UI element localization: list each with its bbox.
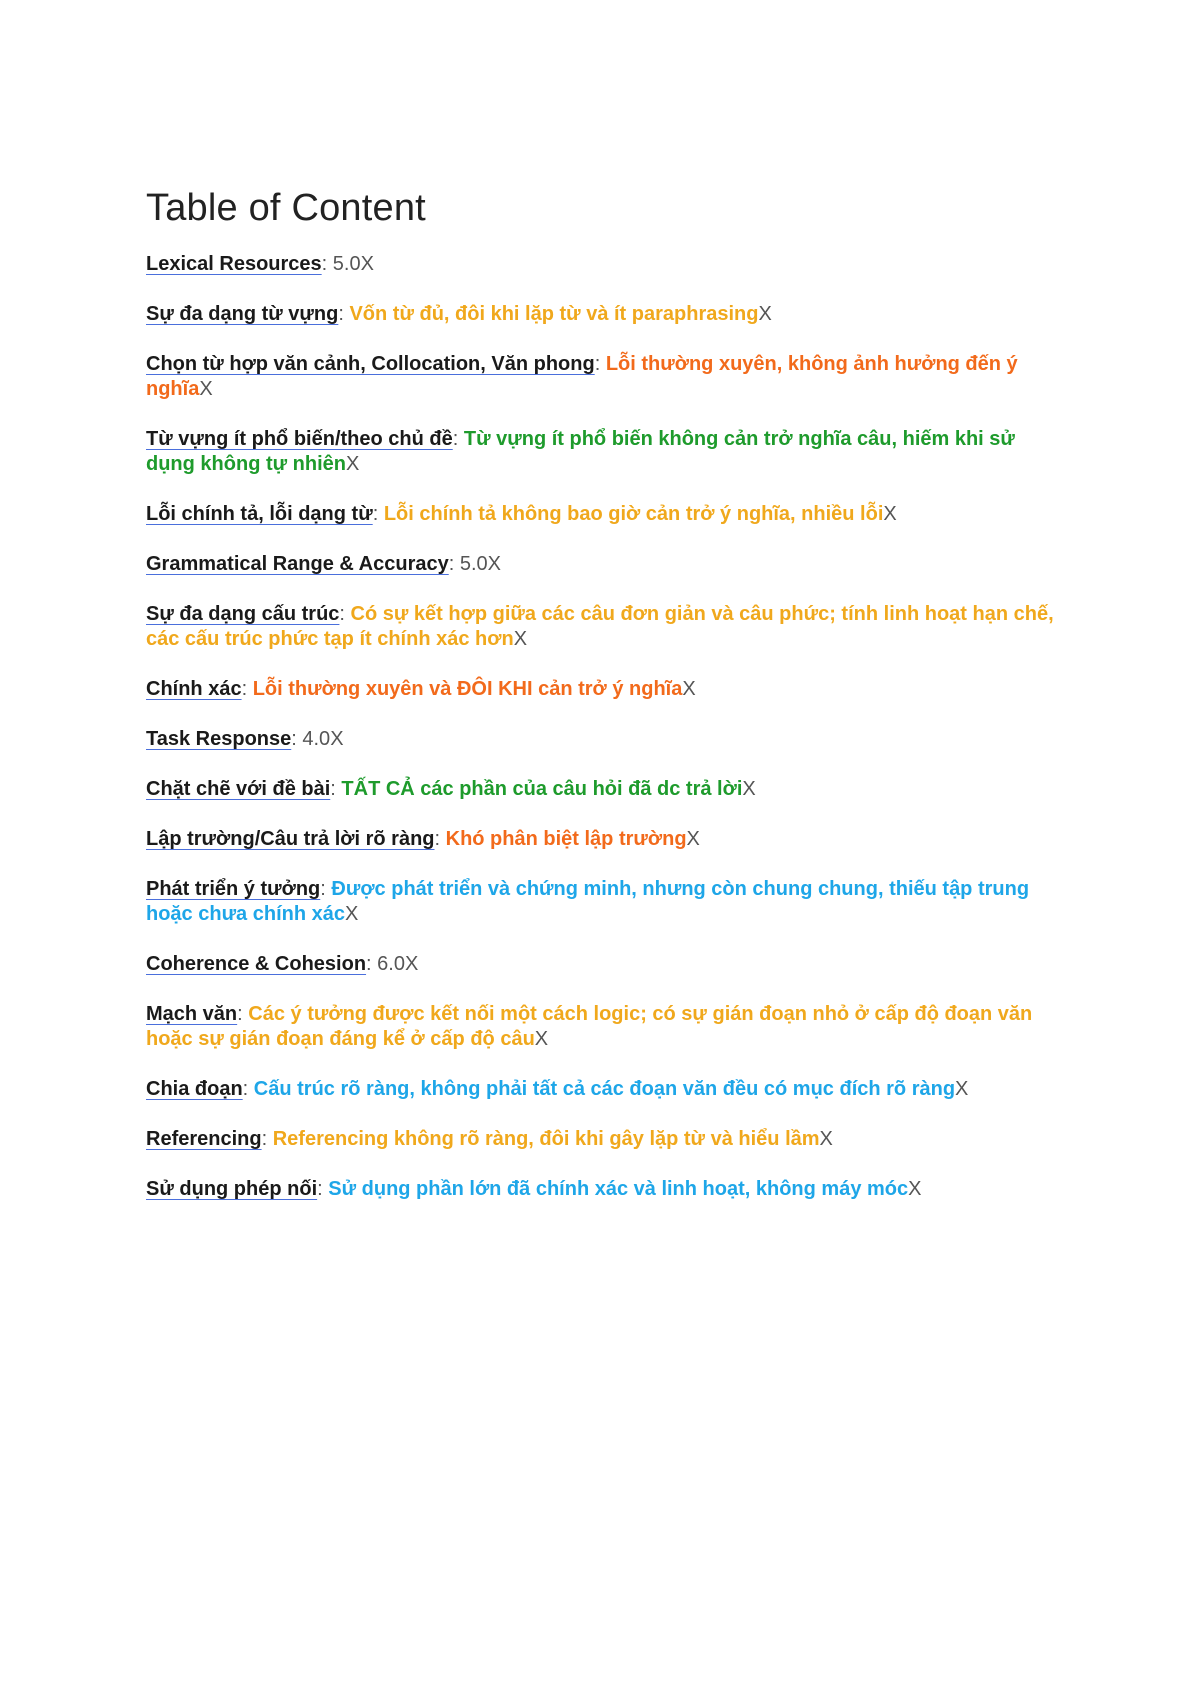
band-score: 5.0 bbox=[332, 253, 361, 275]
label-separator: : bbox=[317, 1178, 329, 1200]
band-score: 6.0 bbox=[377, 953, 405, 975]
close-mark: X bbox=[199, 378, 213, 400]
criterion-item bbox=[146, 502, 1066, 527]
criterion-description: Sử dụng phần lớn đã chính xác và linh hoạt, không máy móc bbox=[328, 1178, 909, 1200]
close-mark: X bbox=[883, 503, 897, 525]
criterion-item bbox=[146, 1077, 1066, 1102]
section-heading bbox=[146, 552, 1066, 577]
close-mark: X bbox=[345, 903, 359, 925]
entry-label: Sự đa dạng từ vựng bbox=[146, 303, 339, 325]
label-separator: : bbox=[321, 253, 333, 275]
close-mark: X bbox=[758, 303, 772, 325]
label-separator: : bbox=[434, 828, 446, 850]
label-separator: : bbox=[452, 428, 464, 450]
entry-label: Lập trường/Câu trả lời rõ ràng bbox=[146, 828, 435, 850]
criterion-description: Cấu trúc rõ ràng, không phải tất cả các đoạn văn đều có mục đích rõ ràng bbox=[253, 1078, 956, 1100]
content-list bbox=[146, 252, 1066, 1202]
criterion-item bbox=[146, 827, 1066, 852]
band-score: 4.0 bbox=[302, 728, 331, 750]
page-title: Table of Content bbox=[146, 187, 426, 229]
entry-label: Phát triển ý tưởng bbox=[146, 878, 321, 900]
criterion-description: Được phát triển và chứng minh, nhưng còn chung chung, thiếu tập trung hoặc chưa chính xác bbox=[146, 878, 1030, 925]
entry-label: Chặt chẽ với đề bài bbox=[146, 778, 331, 800]
entry-label: Chia đoạn bbox=[146, 1078, 243, 1100]
label-separator: : bbox=[330, 778, 342, 800]
criterion-description: Lỗi thường xuyên, không ảnh hưởng đến ý nghĩa bbox=[146, 353, 1018, 400]
close-mark: X bbox=[742, 778, 756, 800]
close-mark: X bbox=[955, 1078, 969, 1100]
label-separator: : bbox=[261, 1128, 273, 1150]
entry-label: Task Response bbox=[146, 728, 292, 750]
criterion-item bbox=[146, 602, 1066, 652]
entry-label: Sự đa dạng cấu trúc bbox=[146, 603, 340, 625]
entry-label: Chọn từ hợp văn cảnh, Collocation, Văn phong bbox=[146, 353, 595, 375]
label-separator: : bbox=[594, 353, 606, 375]
entry-label: Mạch văn bbox=[146, 1003, 238, 1025]
close-mark: X bbox=[908, 1178, 922, 1200]
criterion-item bbox=[146, 677, 1066, 702]
label-separator: : bbox=[372, 503, 384, 525]
label-separator: : bbox=[339, 603, 351, 625]
criterion-description: Có sự kết hợp giữa các câu đơn giản và câu phức; tính linh hoạt hạn chế, các cấu trúc phức tạp ít chính xác hơn bbox=[146, 603, 1054, 650]
close-mark: X bbox=[330, 728, 344, 750]
label-separator: : bbox=[320, 878, 332, 900]
criterion-item bbox=[146, 1002, 1066, 1052]
close-mark: X bbox=[513, 628, 528, 650]
criterion-description: Lỗi chính tả không bao giờ cản trở ý nghĩa, nhiều lỗi bbox=[383, 503, 884, 525]
criterion-description: Từ vựng ít phổ biến không cản trở nghĩa câu, hiếm khi sử dụng không tự nhiên bbox=[146, 428, 1015, 475]
section-heading bbox=[146, 727, 1066, 752]
entry-label: Lỗi chính tả, lỗi dạng từ bbox=[146, 503, 373, 525]
criterion-item bbox=[146, 877, 1066, 927]
criterion-description: Referencing không rõ ràng, đôi khi gây lặp từ và hiểu lầm bbox=[272, 1128, 820, 1150]
label-separator: : bbox=[338, 303, 350, 325]
close-mark: X bbox=[360, 253, 374, 275]
entry-label: Sử dụng phép nối bbox=[146, 1178, 318, 1200]
entry-label: Từ vựng ít phổ biến/theo chủ đề bbox=[146, 428, 453, 450]
entry-label: Coherence & Cohesion bbox=[146, 953, 367, 975]
label-separator: : bbox=[237, 1003, 249, 1025]
entry-label: Lexical Resources bbox=[146, 253, 322, 275]
band-score: 5.0 bbox=[459, 553, 488, 575]
entry-label: Referencing bbox=[146, 1128, 262, 1150]
criterion-description: TẤT CẢ các phần của câu hỏi đã dc trả lời bbox=[341, 778, 743, 800]
close-mark: X bbox=[534, 1028, 549, 1050]
label-separator: : bbox=[241, 678, 253, 700]
criterion-item bbox=[146, 427, 1066, 477]
criterion-description: Lỗi thường xuyên và ĐÔI KHI cản trở ý nghĩa bbox=[252, 678, 683, 700]
close-mark: X bbox=[487, 553, 502, 575]
criterion-description: Vốn từ đủ, đôi khi lặp từ và ít paraphrasing bbox=[349, 303, 759, 325]
section-heading bbox=[146, 952, 1066, 977]
close-mark: X bbox=[686, 828, 700, 850]
label-separator: : bbox=[366, 953, 378, 975]
entry-label: Grammatical Range & Accuracy bbox=[146, 553, 449, 575]
document-page bbox=[146, 186, 1066, 1227]
close-mark: X bbox=[819, 1128, 833, 1150]
label-separator: : bbox=[448, 553, 460, 575]
criterion-item bbox=[146, 352, 1066, 402]
criterion-item bbox=[146, 777, 1066, 802]
close-mark: X bbox=[404, 953, 419, 975]
section-heading bbox=[146, 252, 1066, 277]
close-mark: X bbox=[682, 678, 696, 700]
criterion-item bbox=[146, 1127, 1066, 1152]
criterion-description: Khó phân biệt lập trường bbox=[445, 828, 687, 850]
criterion-item bbox=[146, 1177, 1066, 1202]
criterion-description: Các ý tưởng được kết nối một cách logic; có sự gián đoạn nhỏ ở cấp độ đoạn văn hoặc sự gián đoạn đáng kể ở cấp độ câu bbox=[146, 1003, 1033, 1050]
label-separator: : bbox=[242, 1078, 254, 1100]
criterion-item bbox=[146, 302, 1066, 327]
close-mark: X bbox=[346, 453, 360, 475]
label-separator: : bbox=[291, 728, 303, 750]
entry-label: Chính xác bbox=[146, 678, 242, 700]
